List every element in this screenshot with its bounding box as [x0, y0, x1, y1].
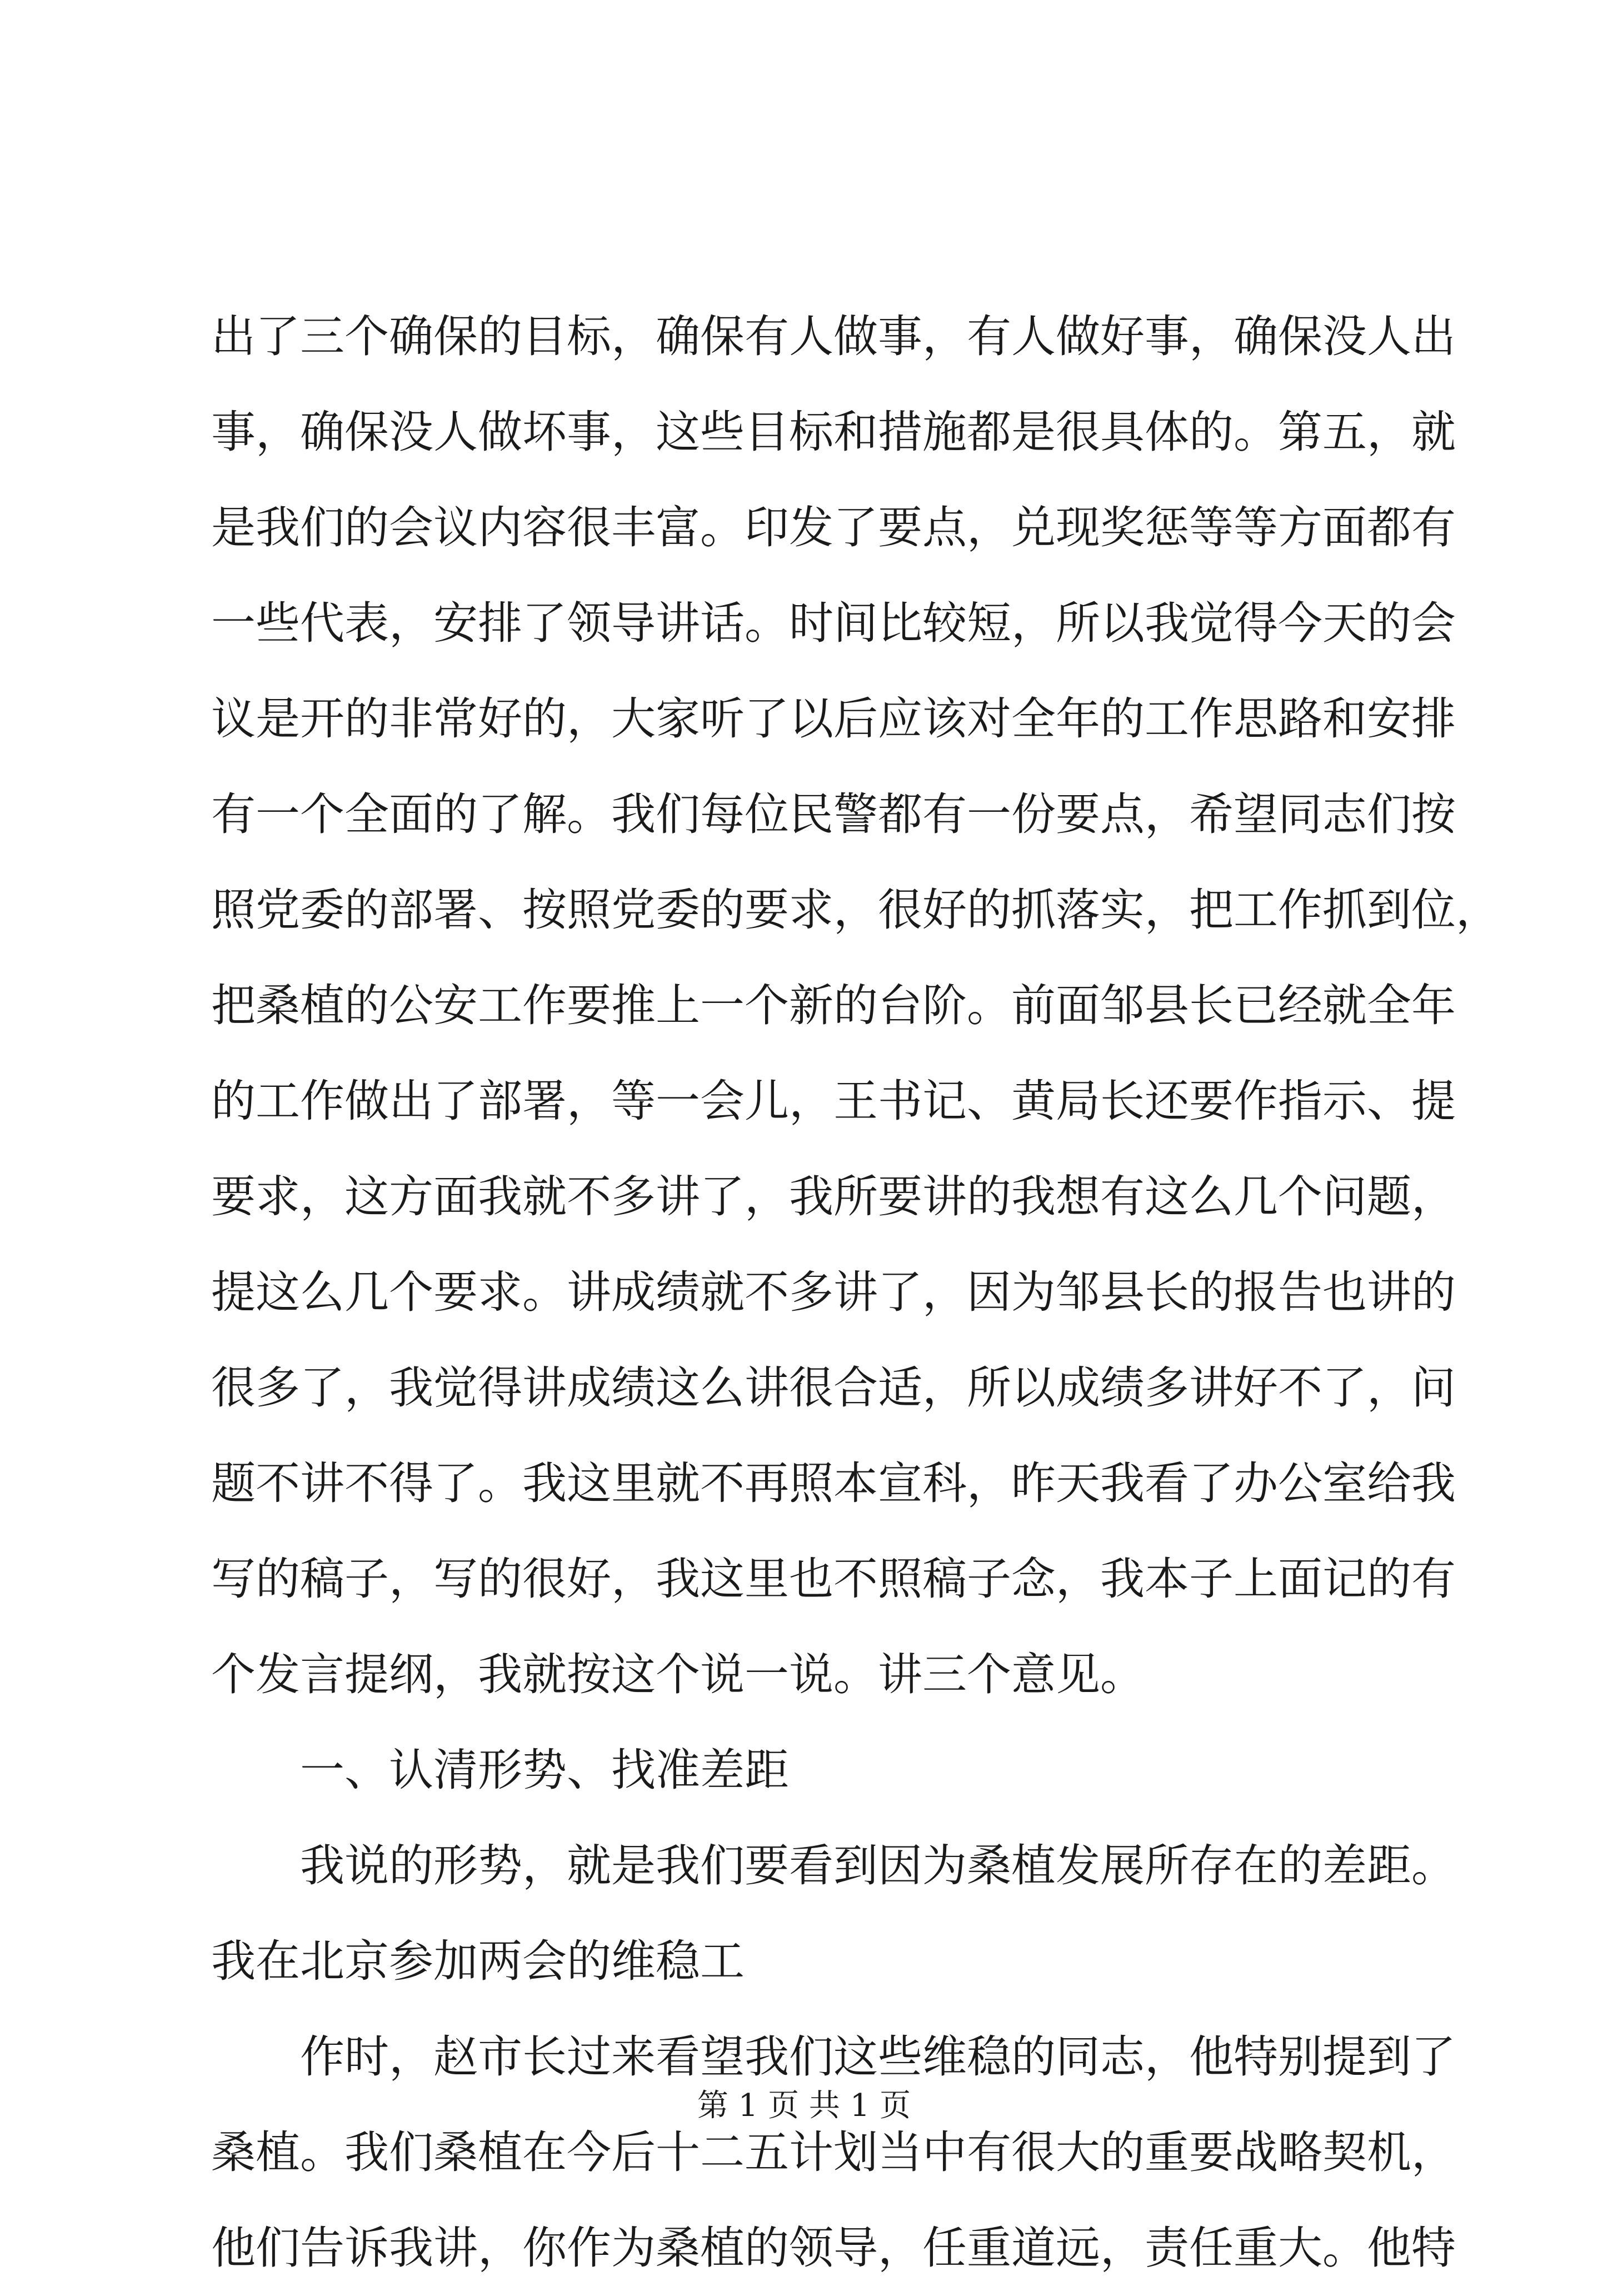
text-line: 个发言提纲，我就按这个说一说。讲三个意见。: [211, 1649, 1145, 1700]
text-line: 照党委的部署、按照党委的要求，很好的抓落实，把工作抓到位，: [211, 884, 1500, 936]
text-line: 把桑植的公安工作要推上一个新的台阶。前面邹县长已经就全年: [211, 980, 1456, 1031]
text-line: 桑植。我们桑植在今后十二五计划当中有很大的重要战略契机，: [211, 2127, 1456, 2178]
document-body: [211, 289, 1500, 2296]
text-line: 题不讲不得了。我这里就不再照本宣科，昨天我看了办公室给我: [211, 1458, 1456, 1509]
text-line: 写的稿子，写的很好，我这里也不照稿子念，我本子上面记的有: [211, 1553, 1456, 1605]
text-line: 提这么几个要求。讲成绩就不多讲了，因为邹县长的报告也讲的: [211, 1266, 1456, 1318]
page-footer: 第 1 页 共 1 页: [697, 2088, 911, 2124]
text-line: 很多了，我觉得讲成绩这么讲很合适，所以成绩多讲好不了，问: [211, 1362, 1456, 1414]
text-line: 我说的形势，就是我们要看到因为桑植发展所存在的差距。: [300, 1840, 1456, 1891]
section-heading: 一、认清形势、找准差距: [300, 1744, 789, 1796]
text-line: 他们告诉我讲，你作为桑植的领导，任重道远，责任重大。他特: [211, 2222, 1456, 2274]
text-line: 议是开的非常好的，大家听了以后应该对全年的工作思路和安排: [211, 693, 1456, 745]
text-line: 要求，这方面我就不多讲了，我所要讲的我想有这么几个问题，: [211, 1171, 1456, 1222]
text-line: 我在北京参加两会的维稳工: [211, 1935, 745, 1987]
text-line: 一些代表，安排了领导讲话。时间比较短，所以我觉得今天的会: [211, 597, 1456, 649]
text-line: 出了三个确保的目标，确保有人做事，有人做好事，确保没人出: [211, 311, 1456, 362]
text-line: 是我们的会议内容很丰富。印发了要点，兑现奖惩等等方面都有: [211, 502, 1456, 553]
text-line: 有一个全面的了解。我们每位民警都有一份要点，希望同志们按: [211, 788, 1456, 840]
text-line: 作时，赵市长过来看望我们这些维稳的同志，他特别提到了: [300, 2031, 1456, 2083]
text-line: 的工作做出了部署，等一会儿，王书记、黄局长还要作指示、提: [211, 1075, 1456, 1127]
text-line: 事，确保没人做坏事，这些目标和措施都是很具体的。第五，就: [211, 406, 1456, 458]
